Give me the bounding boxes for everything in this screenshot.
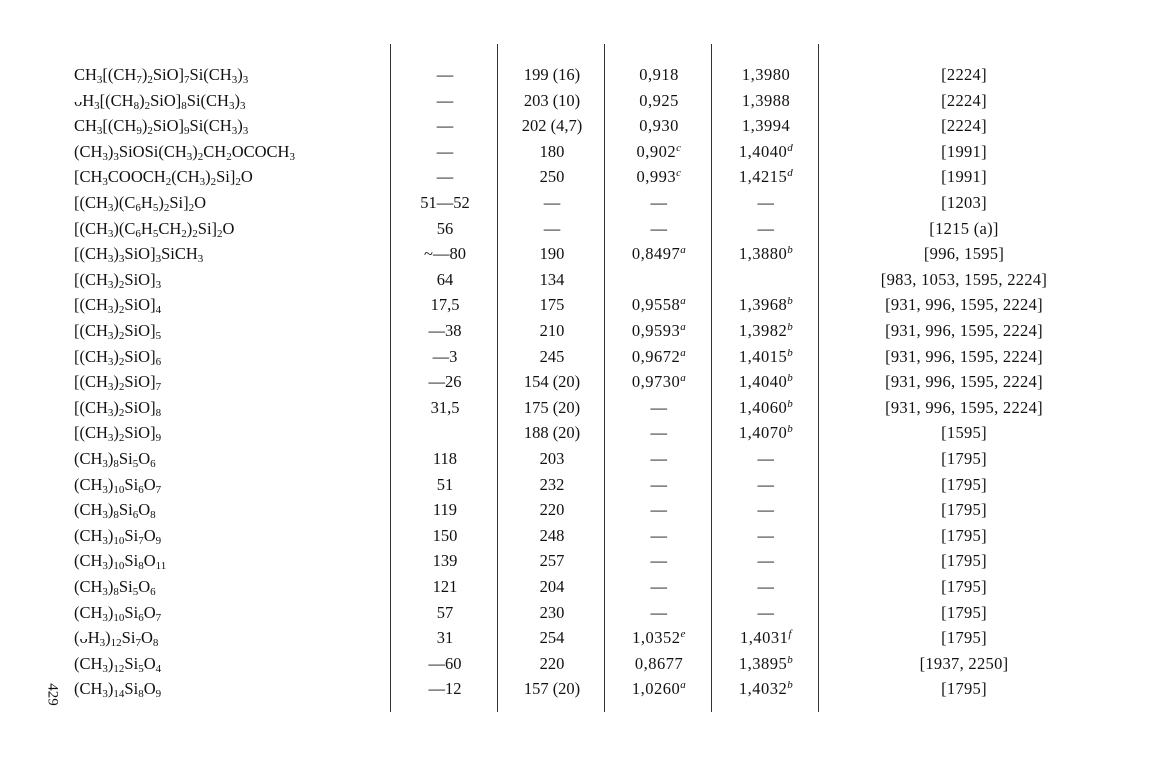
reference-cell: [996, 1595] [923, 244, 1005, 264]
density-cell [606, 267, 712, 293]
refractive-index-value: — [757, 474, 775, 494]
density-value: 0,9672 [631, 346, 681, 366]
boiling-point-cell: 203 [539, 449, 565, 468]
compound-formula-cell [74, 369, 161, 395]
boiling-point-cell: 204 [539, 577, 565, 596]
density-cell [606, 446, 712, 472]
refractive-index-value: 1,4015 [738, 346, 788, 366]
reference-cell: [1595] [941, 423, 987, 443]
refractive-index-value: 1,3988 [741, 90, 791, 110]
melting-point-cell: 118 [432, 449, 458, 468]
density-cell [606, 344, 712, 370]
density-cell [606, 395, 712, 421]
refractive-index-cell [713, 446, 819, 472]
density-footnote: e [680, 628, 686, 641]
boiling-point-cell: 245 [539, 346, 565, 366]
boiling-point-cell: 190 [539, 244, 565, 264]
density-footnote: c [676, 141, 682, 154]
density-value: — [650, 397, 668, 417]
reference-cell: [1795] [941, 602, 987, 622]
density-value: — [650, 525, 668, 545]
melting-point-cell: — [436, 167, 454, 187]
compound-formula-cell [74, 548, 166, 574]
boiling-point-cell: 220 [539, 653, 565, 673]
compound-formula: $[(CH_3)_2SiO]_9$ [74, 423, 162, 445]
reference-cell: [931, 996, 1595, 2224] [885, 295, 1043, 315]
table-row [0, 369, 1172, 395]
boiling-point-cell: 175 (20) [523, 397, 581, 417]
refractive-index-value: — [757, 525, 775, 545]
melting-point-cell: 121 [432, 577, 458, 596]
refractive-index-footnote: b [787, 679, 794, 692]
density-value: — [650, 193, 668, 212]
reference-cell: [2224] [941, 90, 987, 110]
boiling-point-cell: 220 [539, 500, 565, 520]
density-footnote: a [680, 321, 687, 333]
refractive-index-value: 1,4040 [738, 141, 788, 161]
boiling-point-cell: 180 [539, 141, 565, 161]
reference-cell: [1795] [941, 449, 987, 468]
melting-point-cell: ~—80 [424, 244, 466, 264]
table-row [0, 62, 1172, 88]
refractive-index-value: 1,4215 [738, 167, 788, 187]
melting-point-cell: 150 [432, 525, 458, 545]
refractive-index-footnote: b [787, 423, 794, 436]
compound-formula-cell [74, 420, 161, 446]
refractive-index-value: — [757, 218, 775, 238]
refractive-index-value: 1,4060 [738, 397, 788, 417]
compound-formula-cell [74, 62, 248, 88]
table-row [0, 88, 1172, 114]
compound-formula: $(CH_3)_{10}Si_6O_7$ [74, 474, 162, 496]
refractive-index-cell [713, 497, 819, 523]
reference-cell: [931, 996, 1595, 2224] [885, 346, 1043, 366]
boiling-point-cell: — [543, 218, 561, 238]
compound-formula: $CH_3[(CH_9)_2SiO]_9Si(CH_3)_3$ [74, 116, 249, 138]
compound-formula-cell [74, 88, 245, 114]
refractive-index-value: 1,4031 [740, 628, 789, 648]
refractive-index-value: — [757, 551, 775, 571]
density-value: 0,902 [636, 141, 677, 161]
density-cell [606, 369, 712, 395]
table-row [0, 548, 1172, 574]
density-cell [606, 292, 712, 318]
refractive-index-footnote: b [787, 653, 794, 666]
refractive-index-cell [713, 651, 819, 677]
page-number: 429 [44, 683, 61, 706]
refractive-index-value: 1,3895 [738, 653, 788, 673]
density-cell [606, 600, 712, 626]
density-value: — [650, 423, 668, 443]
reference-cell: [1795] [941, 577, 987, 596]
table-row [0, 318, 1172, 344]
density-value: — [650, 500, 668, 520]
reference-cell: [1991] [941, 167, 987, 187]
refractive-index-value: 1,3982 [738, 321, 788, 340]
density-value: 1,0260 [631, 679, 681, 699]
compound-formula: $[(CH_3)_2SiO]_4$ [74, 295, 162, 317]
table-row [0, 292, 1172, 318]
melting-point-cell: —60 [428, 653, 462, 673]
table-row [0, 420, 1172, 446]
boiling-point-cell: 199 (16) [523, 65, 581, 84]
table-row [0, 497, 1172, 523]
melting-point-cell: — [436, 65, 454, 84]
table-row [0, 241, 1172, 267]
reference-cell: [1795] [941, 628, 987, 648]
refractive-index-cell [713, 344, 819, 370]
boiling-point-cell: 257 [539, 551, 565, 571]
boiling-point-cell: 210 [539, 321, 565, 340]
melting-point-cell: 51—52 [420, 193, 470, 212]
refractive-index-cell [713, 292, 819, 318]
compound-formula-cell [74, 446, 156, 472]
melting-point-cell: 51 [436, 474, 454, 494]
refractive-index-footnote: b [787, 397, 794, 410]
density-footnote: a [680, 372, 687, 385]
density-value: — [650, 474, 668, 494]
compound-formula-cell [74, 113, 248, 139]
melting-point-cell: 56 [436, 218, 454, 238]
refractive-index-value: 1,3880 [738, 244, 788, 264]
compound-formula-cell [74, 651, 161, 677]
density-value: 0,9730 [631, 372, 681, 392]
boiling-point-cell: 248 [539, 525, 565, 545]
compound-formula: $(CH_3)_3SiOSi(CH_3)_2CH_2OCOCH_3$ [74, 141, 295, 163]
table-row [0, 523, 1172, 549]
density-value: 0,8497 [631, 244, 681, 264]
compound-formula: $ᴗH_3[(CH_8)_2SiO]_8Si(CH_3)_3$ [74, 90, 246, 112]
compound-formula: $[(CH_3)_2SiO]_6$ [74, 346, 162, 368]
density-cell [606, 472, 712, 498]
density-cell [606, 420, 712, 446]
density-value: — [650, 577, 668, 596]
refractive-index-value: 1,3980 [741, 65, 791, 84]
table-row [0, 344, 1172, 370]
reference-cell: [1795] [941, 474, 987, 494]
refractive-index-cell [713, 190, 819, 216]
reference-cell: [931, 996, 1595, 2224] [885, 372, 1043, 392]
refractive-index-footnote: d [787, 167, 794, 180]
melting-point-cell: 119 [432, 500, 458, 520]
table-row [0, 139, 1172, 165]
reference-cell: [1203] [941, 193, 987, 212]
density-cell [606, 625, 712, 651]
compound-formula: $(CH_3)_{10}Si_8O_{11}$ [74, 551, 167, 573]
table-row [0, 676, 1172, 702]
refractive-index-footnote: b [787, 372, 794, 385]
reference-cell: [931, 996, 1595, 2224] [885, 321, 1043, 340]
table-row [0, 267, 1172, 293]
boiling-point-cell: 157 (20) [523, 679, 581, 699]
density-value: — [650, 449, 668, 468]
refractive-index-cell [713, 625, 819, 651]
refractive-index-cell [713, 676, 819, 702]
refractive-index-value: — [757, 602, 775, 622]
refractive-index-cell [713, 369, 819, 395]
density-cell [606, 164, 712, 190]
melting-point-cell: 31 [436, 628, 454, 648]
refractive-index-cell [713, 267, 819, 293]
boiling-point-cell: 254 [539, 628, 565, 648]
compound-formula-cell [74, 676, 161, 702]
density-cell [606, 113, 712, 139]
boiling-point-cell: 134 [539, 269, 565, 289]
compound-formula-cell [74, 523, 161, 549]
melting-point-cell: 64 [436, 269, 454, 289]
table-row [0, 574, 1172, 600]
compound-formula: $(CH_3)_{14}Si_8O_9$ [74, 679, 162, 701]
boiling-point-cell: 230 [539, 602, 565, 622]
compound-formula: $(CH_3)_{12}Si_5O_4$ [74, 653, 162, 675]
density-footnote: c [676, 167, 682, 180]
refractive-index-value: — [757, 193, 775, 212]
compound-formula-cell [74, 190, 206, 216]
compound-formula-cell [74, 292, 161, 318]
compound-formula-cell [74, 267, 161, 293]
melting-point-cell [392, 420, 498, 446]
melting-point-cell: —26 [428, 372, 462, 392]
reference-cell: [1795] [941, 551, 987, 571]
melting-point-cell: —3 [432, 346, 458, 366]
refractive-index-value: — [757, 449, 775, 468]
compound-formula: $(ᴗH_3)_{12}Si_7O_8$ [74, 628, 159, 650]
boiling-point-cell: 188 (20) [523, 423, 581, 443]
refractive-index-cell [713, 472, 819, 498]
refractive-index-cell [713, 523, 819, 549]
compound-formula-cell [74, 164, 253, 190]
density-footnote: a [680, 295, 687, 308]
density-cell [606, 574, 712, 600]
density-value: 0,993 [636, 167, 677, 187]
melting-point-cell: —12 [428, 679, 462, 699]
compound-formula: $(CH_3)_8Si_6O_8$ [74, 500, 156, 522]
compound-formula: $[CH_3COOCH_2(CH_3)_2Si]_2O$ [74, 167, 253, 189]
table-row [0, 190, 1172, 216]
reference-cell: [1795] [941, 679, 987, 699]
density-value: — [650, 602, 668, 622]
compound-formula: $(CH_3)_{10}Si_7O_9$ [74, 525, 162, 547]
refractive-index-footnote: d [787, 141, 794, 154]
density-cell [606, 548, 712, 574]
boiling-point-cell: 203 (10) [523, 90, 581, 110]
density-cell [606, 318, 712, 344]
compound-formula: $(CH_3)_8Si_5O_6$ [74, 577, 156, 598]
refractive-index-cell [713, 62, 819, 88]
table-row [0, 600, 1172, 626]
compound-formula: $(CH_3)_8Si_5O_6$ [74, 449, 156, 470]
density-cell [606, 241, 712, 267]
density-footnote: a [680, 244, 687, 257]
refractive-index-footnote: b [787, 244, 794, 257]
refractive-index-footnote: b [787, 295, 794, 308]
density-value: — [650, 551, 668, 571]
refractive-index-value: 1,3994 [741, 116, 791, 136]
compound-formula: $[(CH_3)(C_6H_5CH_2)_2Si]_2O$ [74, 218, 235, 240]
refractive-index-value: — [757, 577, 775, 596]
compound-formula-cell [74, 344, 161, 370]
table-row [0, 164, 1172, 190]
refractive-index-cell [713, 88, 819, 114]
refractive-index-cell [713, 548, 819, 574]
table-row [0, 395, 1172, 421]
compound-formula-cell [74, 216, 234, 242]
density-cell [606, 497, 712, 523]
reference-cell: [1215 (a)] [929, 218, 999, 238]
boiling-point-cell: 202 (4,7) [521, 116, 583, 136]
density-cell [606, 523, 712, 549]
compound-formula: $CH_3[(CH_7)_2SiO]_7Si(CH_3)_3$ [74, 65, 249, 86]
table-row [0, 472, 1172, 498]
melting-point-cell: — [436, 116, 454, 136]
reference-cell: [1795] [941, 525, 987, 545]
compound-formula: $[(CH_3)_3SiO]_3SiCH_3$ [74, 244, 204, 266]
boiling-point-cell: 232 [539, 474, 565, 494]
melting-point-cell: — [436, 90, 454, 110]
density-value: 1,0352 [632, 628, 681, 648]
boiling-point-cell: — [543, 193, 561, 212]
compound-formula-cell [74, 574, 156, 600]
density-cell [606, 676, 712, 702]
refractive-index-cell [713, 241, 819, 267]
density-cell [606, 190, 712, 216]
compound-formula-cell [74, 241, 203, 267]
compound-formula: $[(CH_3)_2SiO]_3$ [74, 269, 162, 291]
density-value: 0,925 [639, 90, 679, 110]
refractive-index-cell [713, 600, 819, 626]
compound-formula: $[(CH_3)_2SiO]_7$ [74, 372, 162, 394]
density-footnote: a [680, 679, 687, 692]
boiling-point-cell: 250 [539, 167, 565, 187]
refractive-index-footnote: b [787, 346, 794, 359]
refractive-index-cell [713, 395, 819, 421]
table-row [0, 446, 1172, 472]
compound-formula: $(CH_3)_{10}Si_6O_7$ [74, 602, 162, 624]
density-cell [606, 139, 712, 165]
compound-formula: $[(CH_3)(C_6H_5)_2Si]_2O$ [74, 193, 207, 214]
compound-formula-cell [74, 139, 295, 165]
density-value: 0,930 [639, 116, 679, 136]
reference-cell: [1795] [941, 500, 987, 520]
density-cell [606, 651, 712, 677]
compound-formula-cell [74, 395, 161, 421]
reference-cell: [983, 1053, 1595, 2224] [880, 269, 1048, 289]
refractive-index-footnote: f [788, 628, 792, 641]
refractive-index-cell [713, 216, 819, 242]
reference-cell: [1991] [941, 141, 987, 161]
compound-formula: $[(CH_3)_2SiO]_8$ [74, 397, 162, 419]
compound-formula-cell [74, 472, 161, 498]
refractive-index-cell [713, 113, 819, 139]
melting-point-cell: 31,5 [430, 397, 460, 417]
melting-point-cell: 139 [432, 551, 458, 571]
reference-cell: [2224] [941, 116, 987, 136]
melting-point-cell: 17,5 [430, 295, 460, 315]
refractive-index-cell [713, 318, 819, 344]
refractive-index-value: 1,4040 [738, 372, 788, 392]
table-row [0, 625, 1172, 651]
density-value: 0,8677 [634, 653, 684, 673]
density-cell [606, 88, 712, 114]
table-row [0, 651, 1172, 677]
compound-formula-cell [74, 625, 158, 651]
density-cell [606, 216, 712, 242]
density-cell [606, 62, 712, 88]
table-row [0, 113, 1172, 139]
reference-cell: [931, 996, 1595, 2224] [885, 397, 1043, 417]
melting-point-cell: — [436, 141, 454, 161]
compound-formula-cell [74, 497, 156, 523]
melting-point-cell: —38 [428, 321, 462, 340]
density-value: 0,918 [639, 65, 679, 84]
density-value: 0,9593 [631, 321, 681, 340]
table-row [0, 216, 1172, 242]
refractive-index-cell [713, 164, 819, 190]
refractive-index-value: 1,3968 [738, 295, 788, 315]
refractive-index-footnote: b [787, 321, 794, 333]
density-value: — [650, 218, 668, 238]
refractive-index-cell [713, 139, 819, 165]
refractive-index-value: 1,4070 [738, 423, 788, 443]
compound-formula: $[(CH_3)_2SiO]_5$ [74, 321, 162, 342]
boiling-point-cell: 175 [539, 295, 565, 315]
melting-point-cell: 57 [436, 602, 454, 622]
density-footnote: a [680, 346, 687, 359]
refractive-index-cell [713, 574, 819, 600]
refractive-index-cell [713, 420, 819, 446]
boiling-point-cell: 154 (20) [523, 372, 581, 392]
refractive-index-value: — [757, 500, 775, 520]
compound-formula-cell [74, 600, 161, 626]
refractive-index-value: 1,4032 [738, 679, 788, 699]
reference-cell: [2224] [941, 65, 987, 84]
compound-formula-cell [74, 318, 161, 344]
reference-cell: [1937, 2250] [919, 653, 1009, 673]
density-value: 0,9558 [631, 295, 681, 315]
